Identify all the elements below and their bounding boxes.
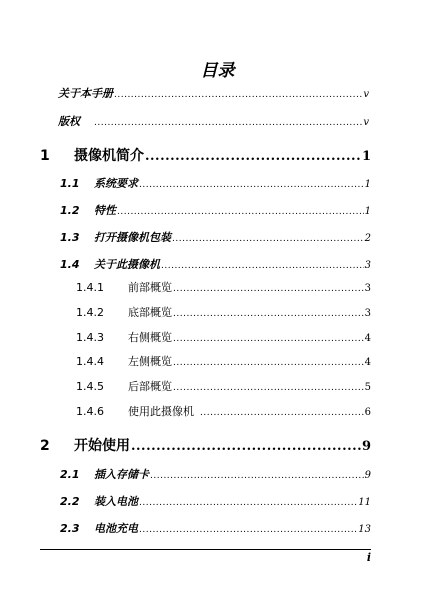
toc-page-number: 4: [364, 357, 371, 368]
toc-leader-dots: [200, 408, 364, 418]
toc-leader-dots: [117, 207, 364, 217]
toc-leader-dots: [173, 358, 364, 368]
toc-leader-dots: [139, 180, 364, 190]
toc-chapter-2[interactable]: [40, 435, 371, 455]
toc-subsection-number: 1.4.2: [76, 306, 104, 319]
toc-section-text: 电池充电: [94, 522, 138, 535]
toc-chapter-text: 摄像机简介: [74, 148, 144, 164]
toc-page-number: v: [363, 117, 369, 128]
toc-section-number: 2.1: [60, 468, 80, 481]
toc-subsection-1-4-2[interactable]: [76, 304, 371, 320]
toc-leader-dots: [139, 498, 357, 508]
toc-leader-dots: [173, 334, 364, 344]
toc-section-1-4[interactable]: [60, 256, 371, 272]
toc-leader-dots: [94, 118, 362, 128]
toc-subsection-number: 1.4.3: [76, 331, 104, 344]
toc-subsection-text: 前部概览: [128, 281, 172, 294]
toc-subsection-text: 右侧概览: [128, 331, 172, 344]
toc-page-number: 5: [364, 382, 371, 393]
toc-chapter-1[interactable]: [40, 145, 371, 165]
toc-subsection-1-4-4[interactable]: [76, 353, 371, 369]
toc-page-number: 13: [358, 524, 371, 535]
toc-subsection-1-4-1[interactable]: [76, 279, 371, 295]
toc-section-number: 1.4: [60, 258, 80, 271]
toc-chapter-number: 1: [40, 148, 50, 164]
toc-leader-dots: [172, 234, 364, 244]
toc-page-number: 9: [364, 470, 371, 481]
toc-leader-dots: [173, 309, 364, 319]
toc-subsection-text: 底部概览: [128, 306, 172, 319]
toc-section-2-2[interactable]: [60, 493, 371, 509]
footer-page-number: i: [366, 551, 371, 564]
toc-subsection-text: 后部概览: [128, 380, 172, 393]
toc-entry-text: 版权: [58, 115, 80, 128]
toc-section-text: 装入电池: [94, 495, 138, 508]
toc-chapter-number: 2: [40, 438, 50, 454]
page-title: 目录: [200, 61, 235, 81]
toc-section-2-3[interactable]: [60, 520, 371, 536]
toc-page-number: 3: [364, 283, 371, 294]
toc-section-text: 插入存储卡: [94, 468, 149, 481]
toc-leader-dots: [139, 525, 357, 535]
toc-entry-copyright[interactable]: [58, 113, 369, 129]
toc-subsection-number: 1.4.1: [76, 281, 104, 294]
toc-page-number: 3: [364, 308, 371, 319]
toc-page-number: 4: [364, 333, 371, 344]
toc-leader-dots: [173, 284, 364, 294]
toc-page-number: 1: [364, 206, 371, 217]
toc-section-number: 1.3: [60, 231, 80, 244]
footer-divider: [40, 549, 371, 550]
toc-subsection-1-4-6[interactable]: [76, 403, 371, 419]
toc-subsection-1-4-3[interactable]: [76, 329, 371, 345]
toc-section-text: 系统要求: [94, 177, 138, 190]
toc-section-number: 1.2: [60, 204, 80, 217]
toc-leader-dots: [145, 149, 361, 164]
toc-entry-text: 关于本手册: [58, 87, 113, 100]
toc-subsection-text: 左侧概览: [128, 355, 172, 368]
toc-leader-dots: [114, 90, 362, 100]
toc-page-number: 9: [361, 439, 371, 454]
toc-subsection-text: 使用此摄像机: [128, 405, 194, 418]
toc-subsection-number: 1.4.5: [76, 380, 104, 393]
toc-leader-dots: [131, 439, 361, 454]
toc-subsection-number: 1.4.4: [76, 355, 104, 368]
toc-page-number: 1: [364, 179, 371, 190]
toc-page-number: 2: [364, 233, 371, 244]
toc-section-number: 2.2: [60, 495, 80, 508]
toc-page-number: 6: [364, 407, 371, 418]
toc-leader-dots: [161, 261, 364, 271]
toc-leader-dots: [150, 471, 364, 481]
toc-section-text: 关于此摄像机: [94, 258, 160, 271]
toc-section-1-1[interactable]: [60, 175, 371, 191]
toc-subsection-1-4-5[interactable]: [76, 378, 371, 394]
toc-section-1-3[interactable]: [60, 229, 371, 245]
toc-section-2-1[interactable]: [60, 466, 371, 482]
toc-chapter-text: 开始使用: [74, 438, 130, 454]
toc-page-number: v: [363, 89, 369, 100]
toc-section-text: 特性: [94, 204, 116, 217]
toc-section-text: 打开摄像机包装: [94, 231, 171, 244]
toc-entry-about-manual[interactable]: [58, 85, 369, 101]
toc-section-number: 1.1: [60, 177, 80, 190]
toc-leader-dots: [173, 383, 364, 393]
toc-section-1-2[interactable]: [60, 202, 371, 218]
toc-page-number: 11: [358, 497, 371, 508]
toc-page-number: 1: [361, 149, 371, 164]
toc-section-number: 2.3: [60, 522, 80, 535]
toc-page-number: 3: [364, 260, 371, 271]
toc-subsection-number: 1.4.6: [76, 405, 104, 418]
